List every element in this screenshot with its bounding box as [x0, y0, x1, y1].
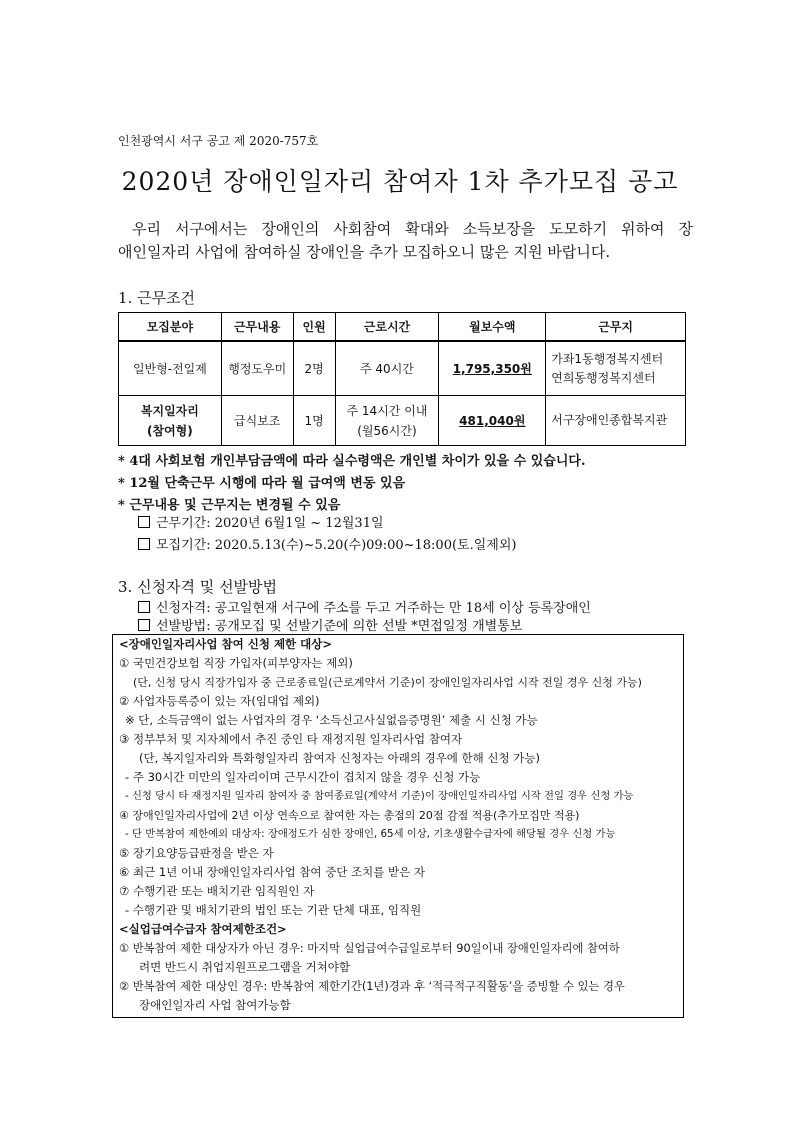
header-cell: 인원 [293, 313, 335, 342]
recruit-period-text: 모집기간: 2020.5.13(수)~5.20(수)09:00~18:00(토.일제외) [156, 538, 517, 553]
note-line: * 12월 단축근무 시행에 따라 월 급여액 변동 있음 [118, 476, 406, 491]
restriction-line: ⑦ 수행기관 또는 배치기관 임직원인 자 [119, 884, 315, 898]
restriction-line: ③ 정부부처 및 지자체에서 추진 중인 타 재정지원 일자리사업 참여자 [119, 732, 463, 746]
pay-value: 481,040원 [459, 414, 526, 428]
restriction-line: ② 사업자등록증이 있는 자(임대업 제외) [119, 694, 320, 708]
field-line: (참여형) [147, 423, 193, 438]
work-conditions-table [118, 312, 686, 446]
restriction-line: ① 국민건강보험 직장 가입자(피부양자는 제외) [119, 656, 353, 670]
restriction-line: - 주 30시간 미만의 일자리이며 근무시간이 겹치지 않을 경우 신청 가능 [125, 770, 481, 784]
duty-cell: 행정도우미 [221, 341, 293, 396]
recruit-period [138, 534, 516, 553]
unemployment-line: ① 반복참여 제한 대상자가 아닌 경우: 마지막 실업급여수급일로부터 90일이내 장애인일자리에 참여하 [119, 942, 620, 955]
checkbox-square-icon [138, 601, 150, 613]
pay-value: 1,795,350원 [452, 362, 532, 376]
restriction-line: (단, 복지일자리와 특화형일자리 참여자 신청자는 아래의 경우에 한해 신청 가능) [139, 751, 541, 765]
header-cell: 월보수액 [439, 313, 546, 342]
header-cell: 근무내용 [221, 313, 293, 342]
intro-line-2: 애인일자리 사업에 참여하실 장애인을 추가 모집하오니 많은 지원 바랍니다. [118, 243, 611, 261]
table-row [119, 396, 686, 446]
section-3-heading: 3. 신청자격 및 선발방법 [118, 578, 278, 596]
unemployment-line: ② 반복참여 제한 대상인 경우: 반복참여 제한기간(1년)경과 후 ‘적극적구직활동’을 증빙할 수 있는 경우 [119, 980, 625, 993]
pay-cell [439, 396, 546, 446]
restriction-line: ④ 장애인일자리사업에 2년 이상 연속으로 참여한 자는 총점의 20점 감점 적용(추가모집만 적용) [119, 809, 580, 822]
place-line: 가좌1동행정복지센터 [551, 351, 664, 366]
field-line: 복지일자리 [140, 403, 199, 418]
field-cell [119, 396, 222, 446]
place-cell: 서구장애인종합복지관 [546, 396, 686, 446]
hours-line: 주 14시간 이내 [346, 403, 428, 418]
notice-number: 인천광역시 서구 공고 제 2020-757호 [118, 134, 319, 148]
restriction-line: ※ 단, 소득금액이 없는 사업자의 경우 ‘소득신고사실없음증명원’ 제출 시 신청 가능 [125, 713, 538, 727]
intro-paragraph [118, 218, 693, 264]
restriction-line: - 단 반복참여 제한예외 대상자: 장애정도가 심한 장애인, 65세 이상, 기초생활수급자에 해당될 경우 신청 가능 [125, 828, 616, 840]
pay-cell [439, 341, 546, 396]
selection-method-text: 선발방법: 공개모집 및 선발기준에 의한 선발 *면접일정 개별통보 [156, 619, 523, 634]
restriction-line: - 신청 당시 타 재정지원 일자리 참여자 중 참여종료일(계약서 기준)이 장애인일자리사업 시작 전일 경우 신청 가능 [125, 790, 634, 802]
section-1-heading: 1. 근무조건 [118, 289, 196, 307]
note-line: * 근무내용 및 근무지는 변경될 수 있음 [118, 498, 341, 513]
unemployment-line: 려면 반드시 취업지원프로그램을 거쳐야함 [139, 960, 350, 974]
field-cell: 일반형-전일제 [119, 341, 222, 396]
restriction-line: ⑤ 장기요양등급판정을 받은 자 [119, 846, 274, 860]
unemployment-header: <실업급여수급자 참여제한조건> [119, 922, 287, 936]
place-line: 연희동행정복지센터 [551, 370, 656, 385]
duty-cell: 급식보조 [221, 396, 293, 446]
checkbox-square-icon [138, 619, 150, 631]
restrictions-box [112, 634, 684, 1018]
selection-method [138, 615, 522, 634]
note-line: * 4대 사회보험 개인부담금액에 따라 실수령액은 개인별 차이가 있을 수 있습니다. [118, 454, 586, 469]
hours-line: (월56시간) [357, 423, 417, 438]
hours-cell [335, 396, 439, 446]
header-cell: 모집분야 [119, 313, 222, 342]
intro-line-1: 우리 서구에서는 장애인의 사회참여 확대와 소득보장을 도모하기 위하여 장 [132, 220, 693, 238]
qualification-text: 신청자격: 공고일현재 서구에 주소를 두고 거주하는 만 18세 이상 등록장애인 [156, 601, 591, 616]
place-cell [546, 341, 686, 396]
header-cell: 근무지 [546, 313, 686, 342]
restrictions-header: <장애인일자리사업 참여 신청 제한 대상> [119, 637, 333, 651]
work-period-text: 근무기간: 2020년 6월1일 ~ 12월31일 [156, 516, 384, 531]
hours-cell: 주 40시간 [335, 341, 439, 396]
restriction-line: ⑥ 최근 1년 이내 장애인일자리사업 참여 중단 조치를 받은 자 [119, 865, 426, 879]
checkbox-square-icon [138, 538, 150, 550]
restriction-line: - 수행기관 및 배치기관의 법인 또는 기관 단체 대표, 임직원 [125, 903, 422, 917]
qualification [138, 597, 591, 616]
page-title: 2020년 장애인일자리 참여자 1차 추가모집 공고 [121, 167, 679, 196]
table-notes [118, 451, 586, 517]
checkbox-square-icon [138, 516, 150, 528]
table-row [119, 341, 686, 396]
count-cell: 1명 [293, 396, 335, 446]
restriction-line: (단, 신청 당시 직장가입자 중 근로종료일(근로계약서 기준)이 장애인일자리사업 시작 전일 경우 신청 가능) [133, 676, 642, 689]
count-cell: 2명 [293, 341, 335, 396]
unemployment-line: 장애인일자리 사업 참여가능함 [139, 998, 291, 1012]
table-header-row [119, 313, 686, 342]
work-period [138, 512, 384, 531]
header-cell: 근로시간 [335, 313, 439, 342]
